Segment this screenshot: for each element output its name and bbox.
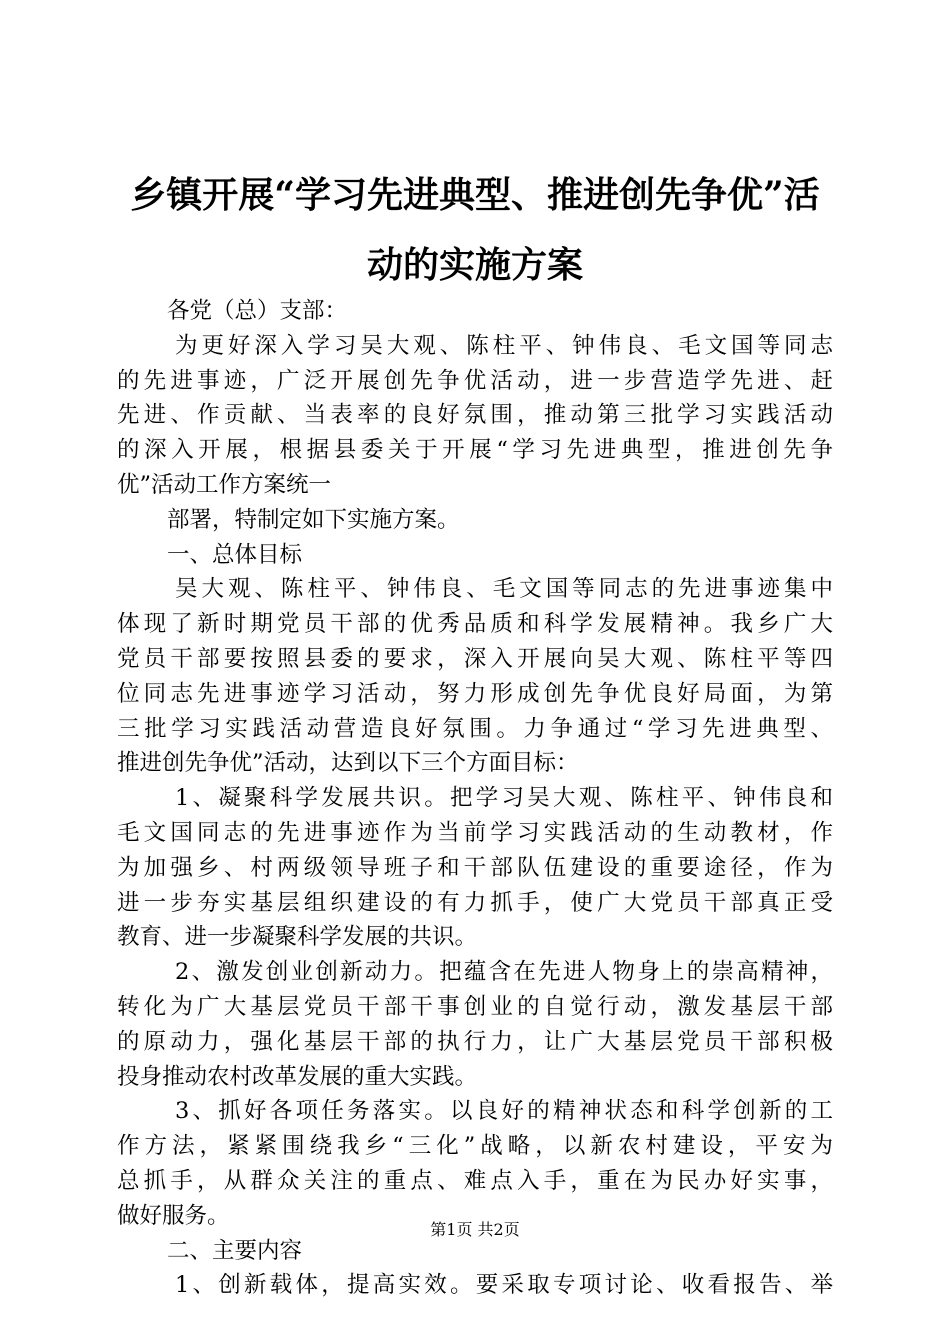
paragraph-line: 吴大观、陈柱平、钟伟良、毛文国等同志的先进事迹集中 (175, 576, 833, 603)
paragraph-line: 转化为广大基层党员干部干事创业的自觉行动，激发基层干部 (117, 993, 833, 1020)
paragraph-line: 作方法，紧紧围绕我乡“三化”战略，以新农村建设，平安为 (117, 1133, 833, 1160)
title-line-1: 乡镇开展“学习先进典型、推进创先争优”活 (130, 174, 820, 216)
paragraph-line: 2、激发创业创新动力。把蕴含在先进人物身上的崇高精神， (175, 959, 833, 986)
paragraph-line: 投身推动农村改革发展的重大实践。 (117, 1063, 478, 1090)
paragraph-line: 部署，特制定如下实施方案。 (167, 506, 460, 533)
paragraph-line: 为加强乡、村两级领导班子和干部队伍建设的重要途径，作为 (117, 854, 833, 881)
section-heading-2: 二、主要内容 (167, 1237, 303, 1264)
paragraph-line: 位同志先进事迹学习活动，努力形成创先争优良好局面，为第 (117, 680, 833, 707)
paragraph-line: 三批学习实践活动营造良好氛围。力争通过“学习先进典型、 (117, 715, 833, 742)
paragraph-line: 优”活动工作方案统一 (117, 471, 332, 498)
paragraph-line: 党员干部要按照县委的要求，深入开展向吴大观、陈柱平等四 (117, 645, 833, 672)
paragraph-line: 进一步夯实基层组织建设的有力抓手，使广大党员干部真正受 (117, 889, 833, 916)
paragraph-line: 先进、作贡献、当表率的良好氛围，推动第三批学习实践活动 (117, 402, 833, 429)
page-footer: 第1页 共2页 (430, 1220, 520, 1239)
paragraph-line: 1、创新载体，提高实效。要采取专项讨论、收看报告、举 (175, 1272, 833, 1299)
paragraph-line: 体现了新时期党员干部的优秀品质和科学发展精神。我乡广大 (117, 611, 833, 638)
paragraph-line: 的原动力，强化基层干部的执行力，让广大基层党员干部积极 (117, 1028, 833, 1055)
document-title (110, 160, 840, 300)
paragraph-line: 1、凝聚科学发展共识。把学习吴大观、陈柱平、钟伟良和 (175, 785, 833, 812)
section-heading-1: 一、总体目标 (167, 541, 303, 568)
salutation: 各党（总）支部： (167, 298, 348, 324)
paragraph-line: 做好服务。 (117, 1202, 230, 1229)
paragraph-line: 的先进事迹，广泛开展创先争优活动，进一步营造学先进、赶 (117, 367, 833, 394)
paragraph-line: 总抓手，从群众关注的重点、难点入手，重在为民办好实事， (117, 1167, 833, 1194)
paragraph-line: 教育、进一步凝聚科学发展的共识。 (117, 924, 478, 951)
document-body (117, 294, 833, 1303)
paragraph-line: 的深入开展，根据县委关于开展“学习先进典型，推进创先争 (117, 437, 833, 464)
title-line-2: 动的实施方案 (366, 244, 583, 286)
paragraph-line: 推进创先争优”活动，达到以下三个方面目标： (117, 750, 579, 777)
paragraph-line: 为更好深入学习吴大观、陈柱平、钟伟良、毛文国等同志 (175, 332, 833, 359)
paragraph-line: 毛文国同志的先进事迹作为当前学习实践活动的生动教材，作 (117, 819, 833, 846)
paragraph-line: 3、抓好各项任务落实。以良好的精神状态和科学创新的工 (175, 1098, 833, 1125)
